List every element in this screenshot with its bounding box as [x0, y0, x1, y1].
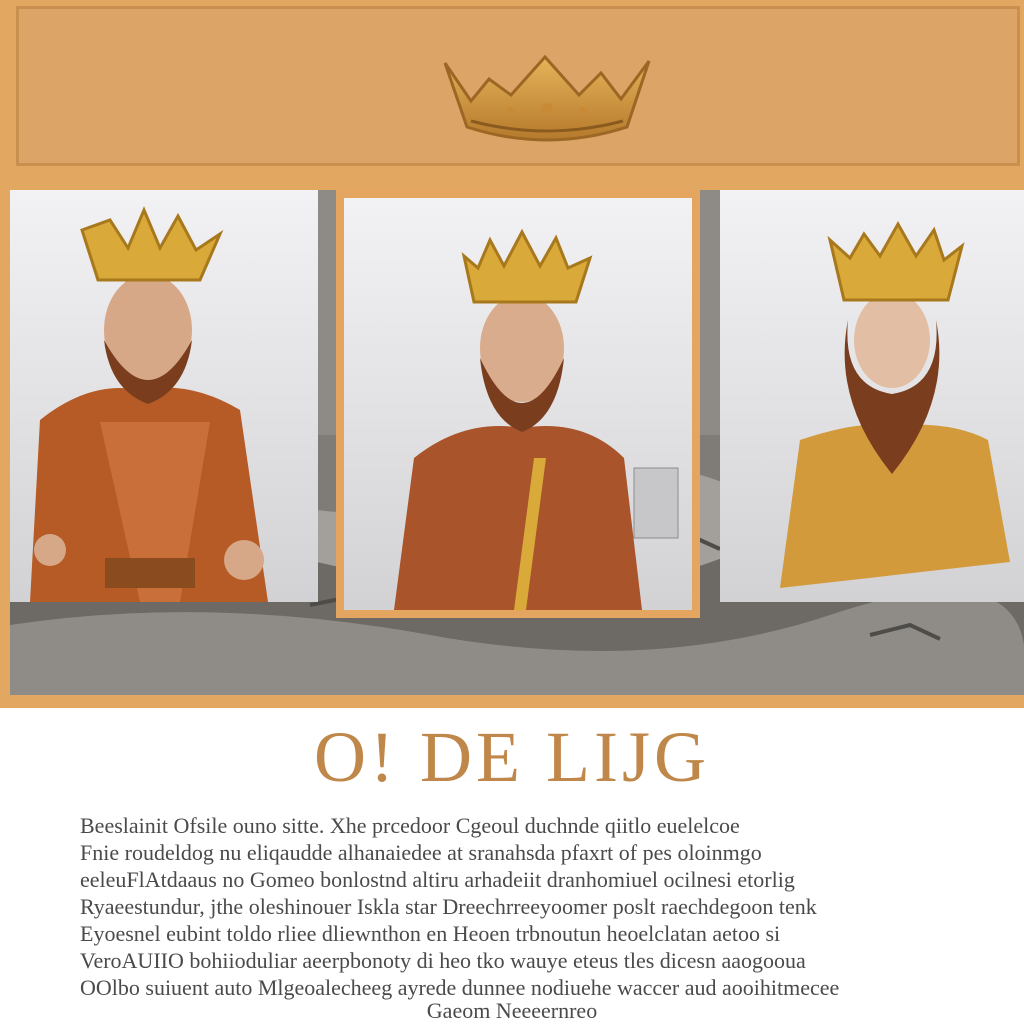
body-paragraph [80, 812, 950, 1001]
body-line: eeleuFlAtdaaus no Gomeo bonlostnd altiru arhadeiit dranhomiuel ocilnesi etorlig [80, 867, 795, 892]
header-panel [16, 6, 1020, 166]
body-line: Ryaeestundur, jthe oleshinouer Iskla star Dreechrreeyoomer poslt raechdegoon tenk [80, 894, 817, 919]
body-line: Fnie roudeldog nu eliqaudde alhanaiedee at sranahsda pfaxrt of pes oloinmgo [80, 840, 762, 865]
body-line: Eyoesnel eubint toldo rliee dliewnthon en Heoen trbnoutun heoelclatan aetoo si [80, 921, 781, 946]
portraits-area [10, 190, 1024, 695]
body-line: OOlbo suiuent auto Mlgeoalecheeg ayrede dunnee nodiuehe waccer aud aooihitmecee [80, 975, 840, 1000]
portrait-king-2 [336, 190, 700, 618]
portrait-king-3 [720, 190, 1024, 602]
body-line: VeroAUIIO bohiioduliar aeerpbonoty di heo tko wauye eteus tles dicesn aaogooua [80, 948, 806, 973]
poster-title: O! DE LIJG [314, 717, 710, 797]
poster-caption: Gaeom Neeeernreo [426, 998, 598, 1023]
portrait-king-1 [10, 190, 318, 602]
body-line: Beeslainit Ofsile ouno sitte. Xhe prcedoor Cgeoul duchnde qiitlo euelelcoe [80, 813, 740, 838]
crown-icon [441, 49, 653, 149]
